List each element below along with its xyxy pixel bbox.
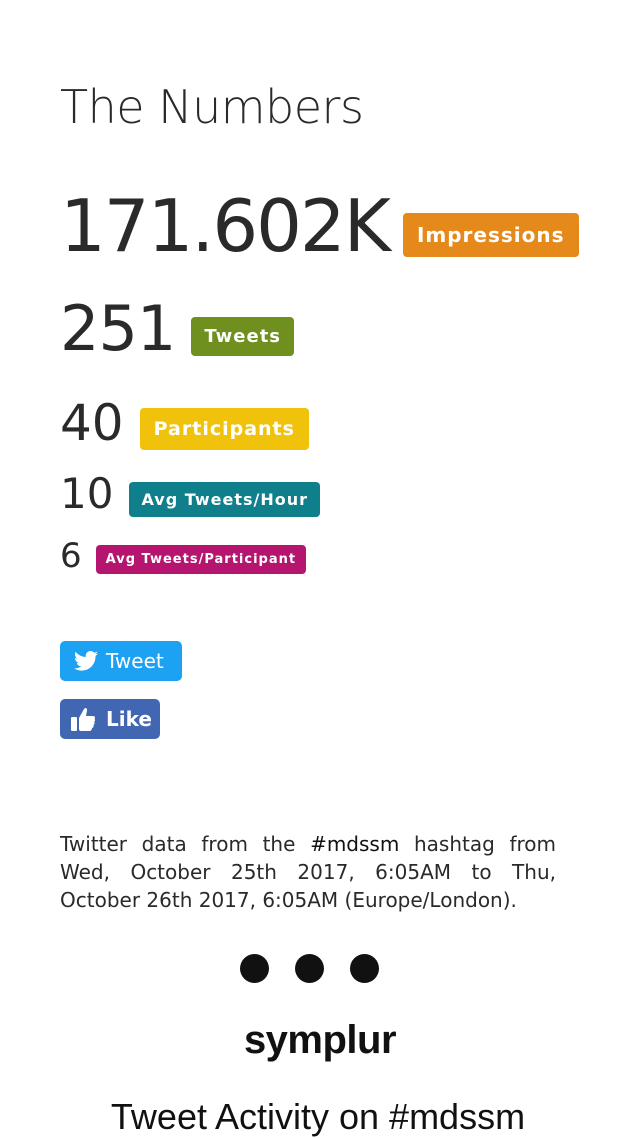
stat-tweets: [60, 292, 294, 365]
dot: [350, 954, 379, 983]
tweet-button[interactable]: [60, 641, 182, 681]
twitter-bird-icon: [74, 651, 98, 671]
page-title: The Numbers: [60, 80, 364, 134]
tweet-activity-heading: Tweet Activity on #mdssm: [110, 1096, 526, 1137]
stat-badge: Impressions: [403, 213, 579, 257]
like-button[interactable]: [60, 699, 160, 739]
stat-impressions: [60, 184, 579, 268]
dot: [240, 954, 269, 983]
data-description: [60, 830, 556, 914]
description-prefix: Twitter data from the: [60, 832, 311, 856]
stat-value: 40: [60, 394, 124, 452]
thumbs-up-icon: [70, 706, 96, 732]
description-suffix: hashtag from Wed, October 25th 2017, 6:05AM to Thu, October 26th 2017, 6:05AM (Europe/London).: [60, 832, 556, 912]
stat-badge: Tweets: [191, 317, 294, 356]
hashtag-link[interactable]: #mdssm: [310, 832, 400, 856]
stat-badge: Avg Tweets/Hour: [129, 482, 320, 517]
stat-avg-tweets-hour: [60, 470, 320, 517]
stat-participants: [60, 396, 309, 450]
dot: [295, 954, 324, 983]
stat-value: 171.602K: [60, 184, 389, 268]
stat-value: 10: [60, 468, 114, 518]
stat-value: 251: [60, 292, 176, 365]
stat-badge: Avg Tweets/Participant: [96, 545, 306, 574]
tweet-button-label: Tweet: [106, 649, 164, 673]
loading-dots-icon: [240, 954, 379, 983]
like-button-label: Like: [106, 707, 152, 731]
stat-avg-tweets-participant: [60, 537, 306, 574]
stat-badge: Participants: [140, 408, 309, 450]
symplur-logo: symplur: [243, 1018, 397, 1062]
stat-value: 6: [60, 535, 82, 576]
